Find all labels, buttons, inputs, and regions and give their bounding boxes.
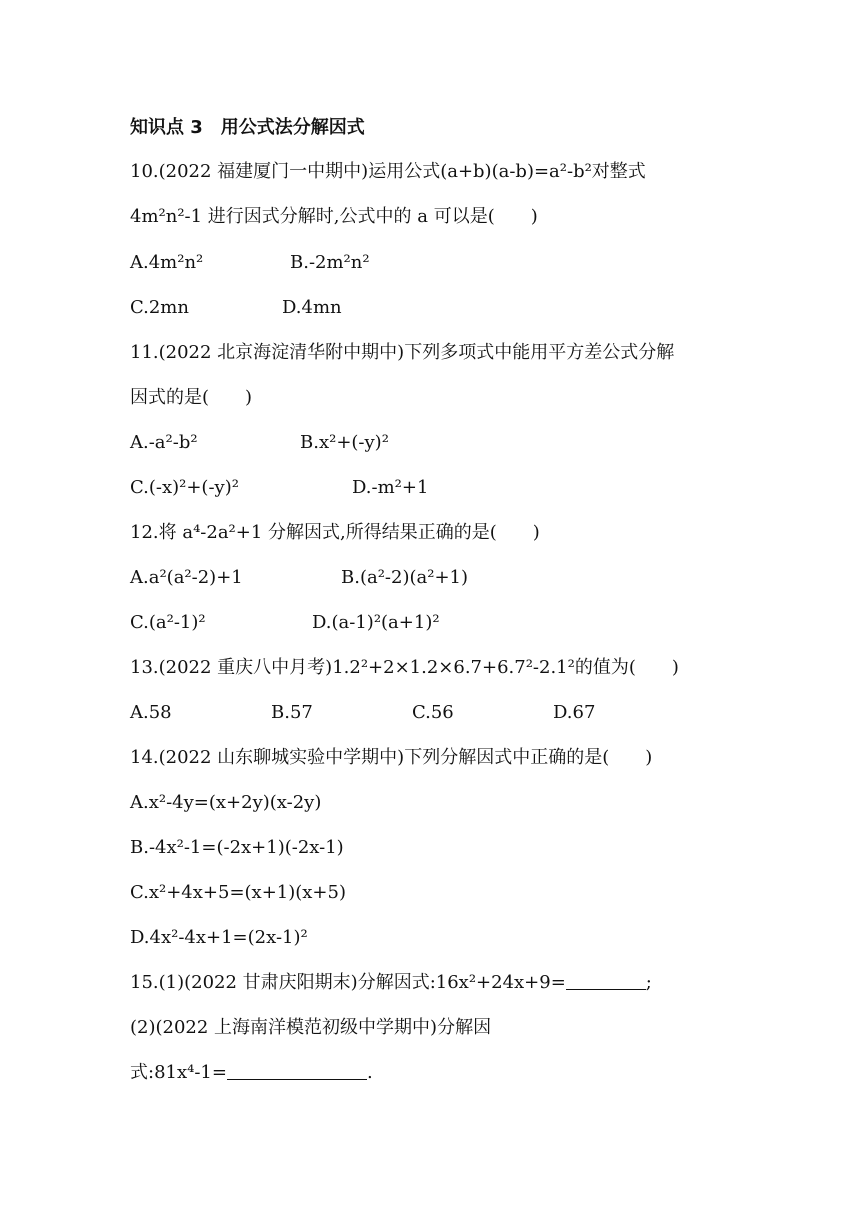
question-13-option-a: A.58 — [130, 702, 172, 723]
question-13-option-b: B.57 — [271, 702, 313, 723]
question-14-stem: 14.(2022 山东聊城实验中学期中)下列分解因式中正确的是( ) — [130, 747, 653, 768]
question-13-option-c: C.56 — [412, 702, 454, 723]
question-10-option-b: B.-2m²n² — [290, 252, 370, 273]
question-12-option-c: C.(a²-1)² — [130, 612, 206, 633]
question-14-option-a: A.x²-4y=(x+2y)(x-2y) — [130, 792, 322, 813]
question-11-option-d: D.-m²+1 — [352, 477, 429, 498]
answer-blank-2[interactable] — [227, 1061, 367, 1080]
question-15-part-2-end: . — [366, 1062, 373, 1083]
question-12-option-d: D.(a-1)²(a+1)² — [312, 612, 440, 633]
question-13-stem: 13.(2022 重庆八中月考)1.2²+2×1.2×6.7+6.7²-2.1²的值为( ) — [130, 657, 679, 678]
question-13-option-d: D.67 — [553, 702, 596, 723]
question-10-option-a: A.4m²n² — [130, 252, 204, 273]
question-14-option-c: C.x²+4x+5=(x+1)(x+5) — [130, 882, 346, 903]
question-12-stem: 12.将 a⁴-2a²+1 分解因式,所得结果正确的是( ) — [130, 522, 540, 543]
section-heading: 知识点 3 用公式法分解因式 — [130, 117, 365, 138]
question-10-stem-cont: 4m²n²-1 进行因式分解时,公式中的 a 可以是( ) — [130, 206, 538, 227]
question-15-part-1-end: ; — [645, 972, 652, 993]
question-14-option-b: B.-4x²-1=(-2x+1)(-2x-1) — [130, 837, 344, 858]
question-15-part-2: (2)(2022 上海南洋模范初级中学期中)分解因 — [130, 1017, 492, 1038]
question-11-option-c: C.(-x)²+(-y)² — [130, 477, 239, 498]
question-10-stem: 10.(2022 福建厦门一中期中)运用公式(a+b)(a-b)=a²-b²对整式 — [130, 161, 646, 182]
question-15-part-2-cont — [130, 1061, 373, 1085]
question-15-part-1 — [130, 971, 652, 995]
question-12-option-b: B.(a²-2)(a²+1) — [341, 567, 469, 588]
question-10-option-c: C.2mn — [130, 297, 189, 318]
question-11-stem: 11.(2022 北京海淀清华附中期中)下列多项式中能用平方差公式分解 — [130, 342, 675, 363]
question-10-option-d: D.4mn — [282, 297, 342, 318]
question-15-part-2-text: 式:81x⁴-1= — [130, 1062, 227, 1083]
answer-blank-1[interactable] — [566, 971, 646, 990]
question-12-option-a: A.a²(a²-2)+1 — [130, 567, 243, 588]
question-15-part-1-text: 15.(1)(2022 甘肃庆阳期末)分解因式:16x²+24x+9= — [130, 972, 566, 993]
question-11-stem-cont: 因式的是( ) — [130, 387, 253, 408]
question-11-option-a: A.-a²-b² — [130, 432, 198, 453]
question-11-option-b: B.x²+(-y)² — [300, 432, 389, 453]
question-14-option-d: D.4x²-4x+1=(2x-1)² — [130, 927, 308, 948]
